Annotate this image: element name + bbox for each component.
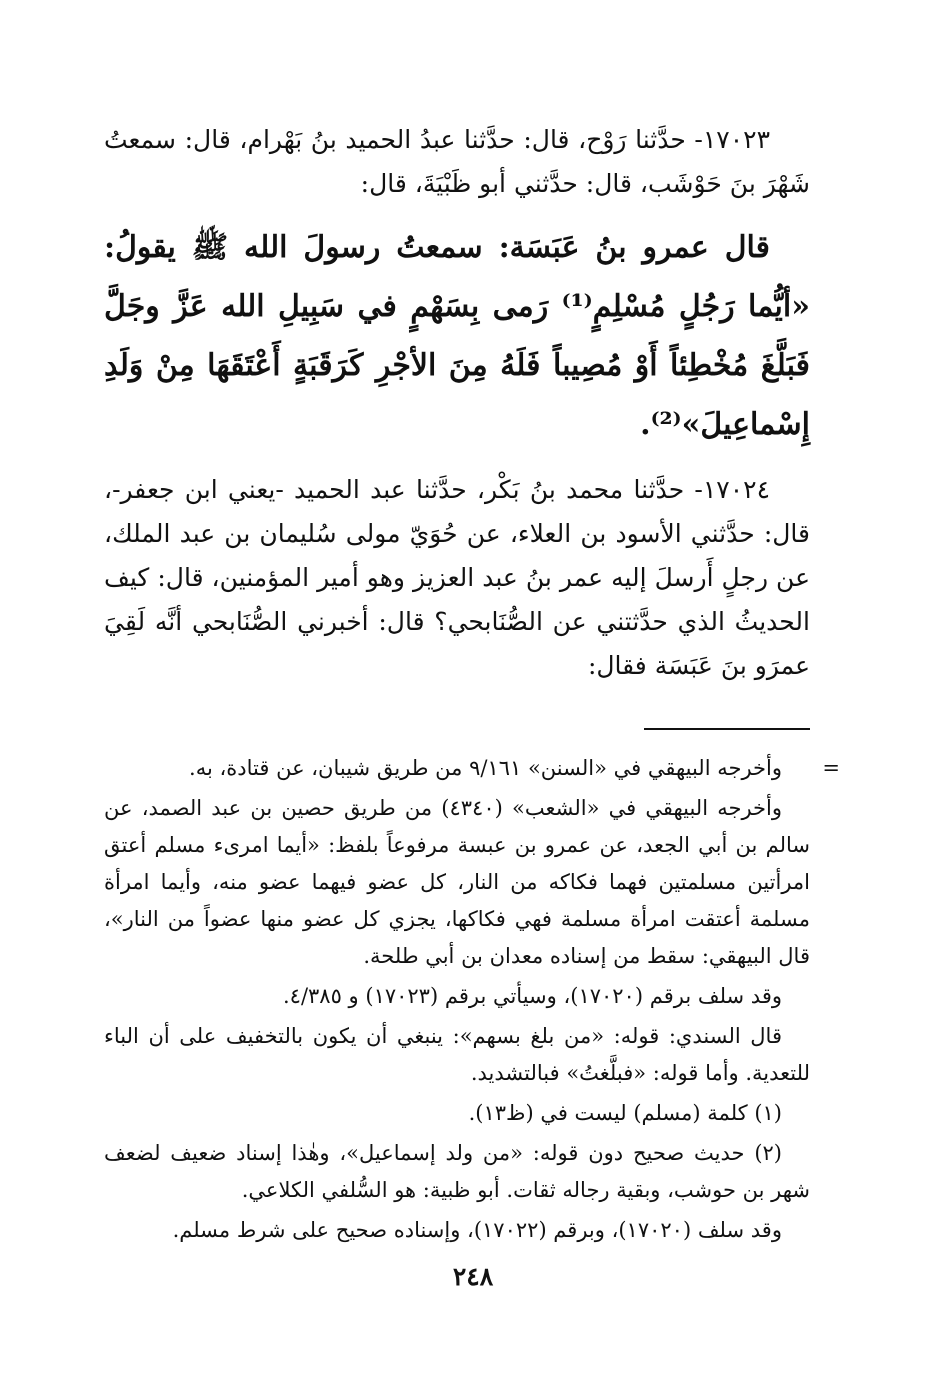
footnote-item: وقد سلف (١٧٠٢٠)، وبرقم (١٧٠٢٢)، وإسناده صحيح على شرط مسلم. bbox=[172, 1218, 782, 1242]
footnote-item: وقد سلف برقم (١٧٠٢٠)، وسيأتي برقم (١٧٠٢٣) و ٤/٣٨٥. bbox=[282, 984, 782, 1008]
hadith-17024: ١٧٠٢٤- حدَّثنا محمد بنُ بَكْر، حدَّثنا عبد الحميد -يعني ابن جعفر-، قال: حدَّثني الأسود بن العلاء، عن حُوَيّ مولى سُليمان بن عبد الملك، عن رجلٍ أَرسلَ إليه عمر بنُ عبد العزيز وهو أمير المؤمنين، قال: كيف الحديثُ الذي حدَّثتني عن الصُّنَابحي؟ قال: أخبرني الصُّنَابحي أنَّه لَقِيَ عمرَو بنَ عَبَسَة فقال: bbox=[104, 475, 810, 680]
footnote-text: وأخرجه البيهقي في «السنن» ٩/١٦١ من طريق شيبان، عن قتادة، به. bbox=[189, 756, 782, 780]
footnote-2: (٢) حديث صحيح دون قوله: «من ولد إسماعيل»، وهٰذا إسناد ضعيف لضعف شهر بن حوشب، وبقية رجاله ثقات. أبو ظبية: هو السُّلفي الكلاعي. bbox=[104, 1141, 810, 1202]
hadith-17023-matn: قال عمرو بنُ عَبَسَة: سمعتُ رسولَ الله ﷺ يقولُ: «أيُّما رَجُلٍ مُسْلِمٍ⁽¹⁾ رَمى بِسَهْمٍ في سَبِيلِ الله عَزَّ وجَلَّ فَبَلَّغَ مُخْطِئاً أَوْ مُصِيباً فَلَهُ مِنَ الأجْرِ كَرَقَبَةٍ أَعْتَقَهَا مِنْ وَلَدِ إِسْماعِيلَ»⁽²⁾. bbox=[104, 230, 810, 442]
hadith-17023-isnad: ١٧٠٢٣- حدَّثنا رَوْح، قال: حدَّثنا عبدُ الحميد بنُ بَهْرام، قال: سمعتُ شَهْرَ بنَ حَوْشَب، قال: حدَّثني أبو ظَبْيَةَ، قال: bbox=[104, 125, 810, 198]
page-content bbox=[104, 118, 840, 1252]
page-number: ٢٤٨ bbox=[452, 1262, 494, 1291]
footnote-separator bbox=[644, 728, 810, 730]
footnote-item: قال السندي: قوله: «من بلغ بسهم»: ينبغي أن يكون بالتخفيف على أن الباء للتعدية. وأما قوله: «فبلَّغتُ» فبالتشديد. bbox=[104, 1024, 810, 1085]
footnote-item bbox=[104, 750, 840, 787]
footnote-1: (١) كلمة (مسلم) ليست في (ظ١٣). bbox=[468, 1101, 782, 1125]
footnote-item: وأخرجه البيهقي في «الشعب» (٤٣٤٠) من طريق حصين بن عبد الصمد، عن سالم بن أبي الجعد، عن عمرو بن عبسة مرفوعاً بلفظ: «أيما امرىء مسلم أعتق امرأتين مسلمتين فهما فكاكه من النار، كل عضو فيهما عضو منه، وأيما امرأة مسلمة أعتقت امرأة مسلمة فهي فكاكها، يجزي كل عضو منها عضواً من النار»، قال البيهقي: سقط من إسناده معدان بن أبي طلحة. bbox=[104, 796, 810, 968]
footnotes bbox=[104, 750, 840, 1249]
footnote-continuation-mark: = bbox=[822, 756, 840, 780]
